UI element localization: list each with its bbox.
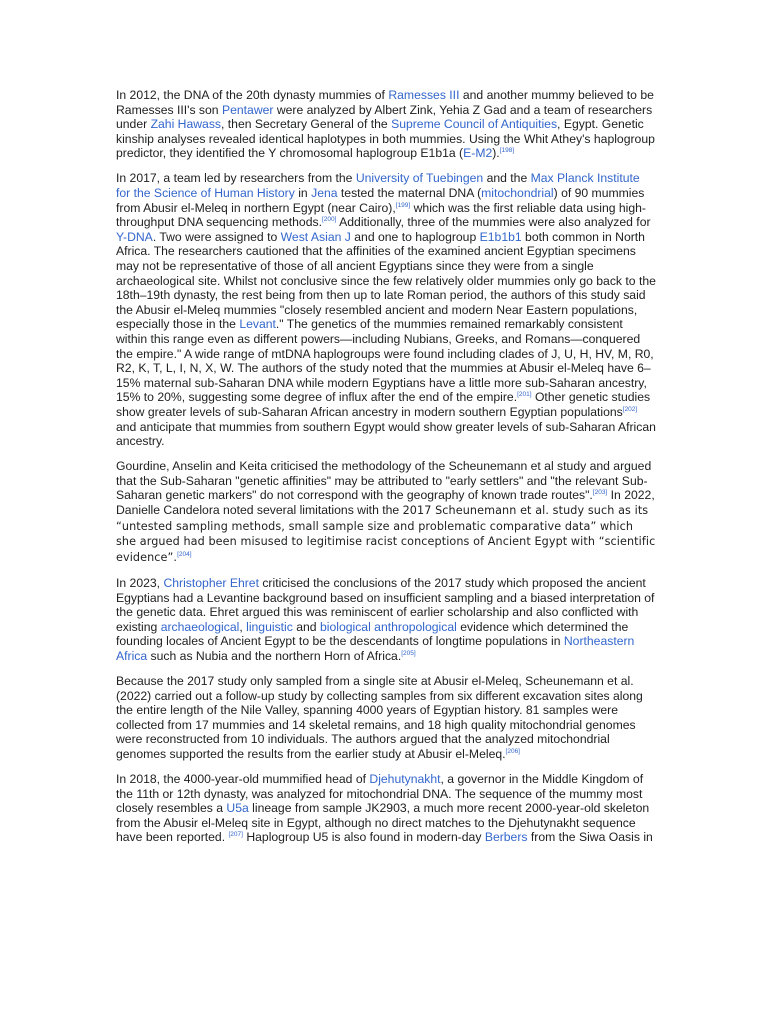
paragraph-text: In 2023, — [116, 575, 164, 590]
citation-ref[interactable]: [207] — [228, 831, 243, 839]
paragraph-text: ). — [492, 146, 500, 161]
wiki-link[interactable]: Ramesses III — [388, 88, 460, 102]
paragraph-text: Because the 2017 study only sampled from a single site at Abusir el-Meleq, Scheunemann et al.(2022) carried out a follow-up study by collecting samples from six different excavation sites along the entire length of the Nile Valley, spanning 4000 years of Egyptian history. 81 samples were collected from 17 mummies and 14 skeletal remains, and 18 high quality mitochondrial genomes were reconstructed from 10 individuals. The authors argued that the analyzed mitochondrial genomes supported the results from the earlier study at Abusir el-Meleq. — [116, 673, 643, 761]
paragraph-text: In 2012, the DNA of the 20th dynasty mummies of — [116, 88, 389, 102]
paragraph-text: , then Secretary General of the — [221, 117, 392, 132]
paragraph-text: and the — [483, 171, 531, 186]
wiki-link[interactable]: Max Planck Institute for the Science of Human History — [116, 171, 640, 201]
paragraph — [116, 576, 656, 664]
wiki-link[interactable]: Jena — [311, 186, 338, 201]
paragraph-text: Gourdine, Anselin and Keita criticised the methodology of the Scheunemann et al study and argued that the Sub-Saharan "genetic affinities" may be attributed to "early settlers" and "the relevant Sub-Saharan genetic markers" do not correspond with the geography of known trade routes". — [116, 459, 652, 503]
paragraph-text: and — [292, 619, 320, 634]
citation-ref[interactable]: [204] — [177, 550, 192, 558]
paragraph-text: criticised the conclusions of the 2017 study which proposed the ancient Egyptians had a Levantine background based on insufficient sampling and a biased interpretation of the genetic data. Ehret argued this was reminiscent of earlier scholarship and also conflicted with existing — [116, 575, 655, 634]
citation-ref[interactable]: [200] — [321, 216, 337, 224]
citation-ref[interactable]: [202] — [622, 405, 638, 413]
wiki-link[interactable]: E-M2 — [463, 146, 493, 161]
paragraph-text: tested the maternal DNA ( — [337, 186, 482, 201]
wiki-link[interactable]: Zahi Hawass — [150, 117, 222, 132]
paragraph-text: lineage from sample JK2903, a much more recent 2000-year-old skeleton from the Abusir el-Meleq site in Egypt, although no direct matches to the Djehutynakht sequence have been reported. — [116, 801, 650, 845]
paragraph-text: and anticipate that mummies from southern Egypt would show greater levels of sub-Saharan African ancestry. — [116, 419, 656, 449]
wiki-link[interactable]: Djehutynakht — [369, 772, 441, 787]
wiki-link[interactable]: linguistic — [246, 619, 293, 634]
paragraph-text: Haplogroup U5 is also found in modern-day — [242, 830, 485, 845]
wiki-link[interactable]: Christopher Ehret — [163, 575, 259, 590]
wiki-link[interactable]: Levant — [239, 317, 276, 332]
citation-ref[interactable]: [198] — [499, 147, 515, 155]
quoted-text: 2017 Scheunemann et al. study such as its “untested sampling methods, small sample size and problematic comparative data” which she argued had been misused to legitimise racist conceptions of Ancient Egypt with “scientific evidence”. — [116, 504, 656, 564]
wiki-link[interactable]: Northeastern Africa — [116, 634, 635, 663]
wiki-link[interactable]: archaeological — [160, 619, 240, 634]
paragraph-text: ) of 90 mummies from Abusir el-Meleq in northern Egypt (near Cairo), — [116, 186, 645, 215]
paragraph — [116, 88, 656, 161]
paragraph-text: In 2018, the 4000-year-old mummified head of — [116, 772, 370, 787]
wiki-link[interactable]: mitochondrial — [481, 186, 554, 201]
paragraph-text: Other genetic studies show greater levels of sub-Saharan African ancestry in modern southern Egyptian populations — [116, 390, 651, 419]
citation-ref[interactable]: [206] — [505, 747, 520, 755]
citation-ref[interactable]: [199] — [395, 201, 411, 209]
paragraph-text: and one to haplogroup — [350, 229, 480, 244]
paragraph-text: were analyzed by Albert Zink, Yehia Z Gad and a team of researchers under — [116, 102, 653, 132]
wiki-link[interactable]: U5a — [226, 801, 249, 816]
paragraph-text: both common in North Africa. The researchers cautioned that the affinities of the examined ancient Egyptian specimens may not be representative of those of all ancient Egyptians since they were from a single archaeological site. Whilst not conclusive since the few relatively older mummies only go back to the 18th–19th dynasty, the rest being from then up to late Roman period, the authors of this study said the Abusir el-Meleq mummies "closely resembled ancient and modern Near Eastern populations, especially those in the — [116, 229, 656, 332]
paragraph-text: , — [239, 619, 247, 634]
citation-ref[interactable]: [205] — [401, 649, 416, 657]
paragraph-text: Additionally, three of the mummies were also analyzed for — [336, 215, 651, 230]
paragraph-text: ." The genetics of the mummies remained remarkably consistent within this range even as different powers—including Nubians, Greeks, and Romans—conquered the empire." A wide range of mtDNA haplogroups were found including clades of J, U, H, HV, M, R0, R2, K, T, L, I, N, X, W. The authors of the study noted that the mummies at Abusir el-Meleq have 6–15% maternal sub-Saharan DNA while modern Egyptians have a little more sub-Saharan ancestry, 15% to 20%, suggesting some degree of influx after the end of the empire. — [116, 317, 654, 405]
paragraph — [116, 459, 656, 565]
paragraph — [116, 772, 656, 845]
citation-ref[interactable]: [203] — [592, 489, 608, 497]
paragraph-text: In 2017, a team led by researchers from the — [116, 171, 356, 186]
citation-ref[interactable]: [201] — [517, 391, 532, 399]
paragraph-text: such as Nubia and the northern Horn of Africa. — [147, 648, 402, 663]
wiki-link[interactable]: West Asian J — [280, 229, 351, 244]
wiki-link[interactable]: biological anthropological — [319, 619, 457, 634]
wiki-link[interactable]: University of Tuebingen — [355, 171, 484, 186]
paragraph-text: . Two were assigned to — [152, 229, 281, 244]
article-body — [116, 88, 656, 856]
paragraph-text: and another mummy believed to be Ramesses III's son — [116, 88, 654, 117]
paragraph-text: In 2022, Danielle Candelora noted several limitations with the — [116, 488, 655, 518]
paragraph-text: from the Siwa Oasis in — [527, 830, 653, 845]
wiki-link[interactable]: Supreme Council of Antiquities — [391, 117, 558, 132]
paragraph-text: which was the first reliable data using high-throughput DNA sequencing methods. — [116, 200, 646, 230]
wiki-link[interactable]: Berbers — [484, 830, 528, 845]
paragraph-text: evidence which determined the founding locales of Ancient Egypt to be the descendants of longtime populations in — [116, 619, 629, 649]
paragraph — [116, 674, 656, 762]
paragraph-text: , Egypt. Genetic kinship analyses revealed identical haplotypes in both mummies. Using the Whit Athey's haplogroup predictor, they identified the Y chromosomal haplogroup E1b1a ( — [116, 117, 655, 161]
paragraph — [116, 171, 656, 448]
paragraph-text: , a governor in the Middle Kingdom of the 11th or 12th dynasty, was analyzed for mitochondrial DNA. The sequence of the mummy most closely resembles a — [116, 772, 644, 816]
wiki-link[interactable]: Y-DNA — [116, 229, 153, 244]
paragraph-text: in — [294, 186, 312, 201]
wiki-link[interactable]: Pentawer — [221, 102, 274, 117]
wiki-link[interactable]: E1b1b1 — [479, 229, 522, 244]
